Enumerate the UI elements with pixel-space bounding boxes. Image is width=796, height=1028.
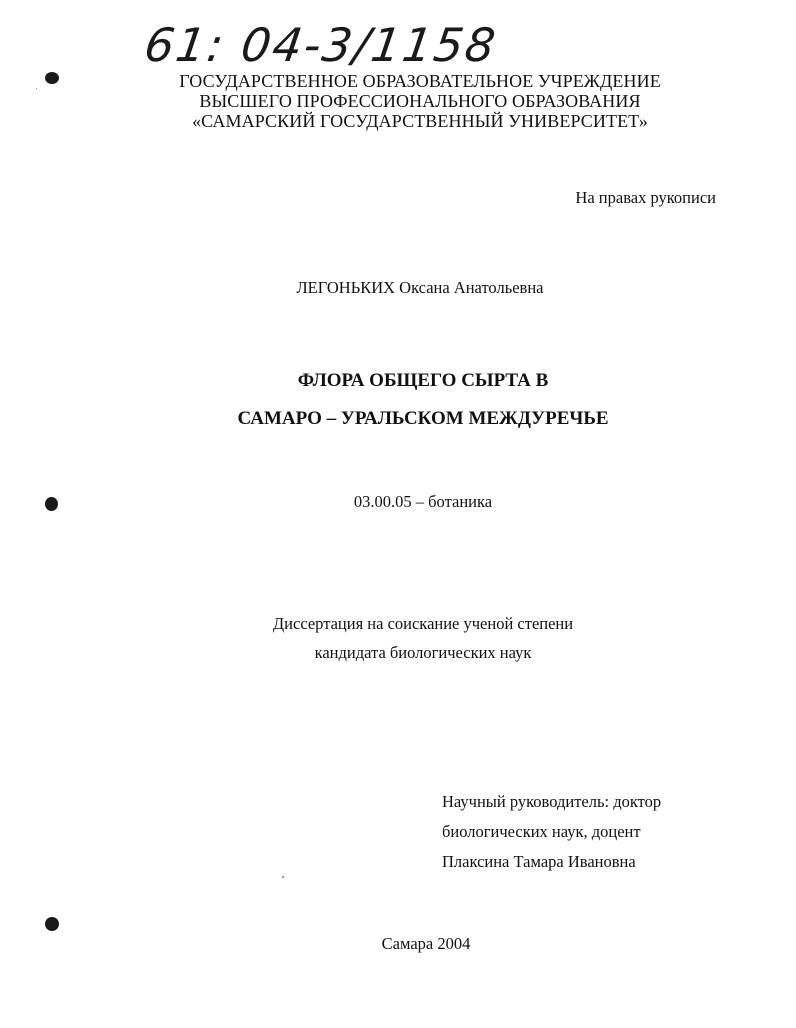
dissertation-title (0, 362, 796, 438)
handwritten-catalog-number: 61: 04-3/1158 (141, 18, 501, 72)
institution-line: ВЫСШЕГО ПРОФЕССИОНАЛЬНОГО ОБРАЗОВАНИЯ (199, 91, 641, 111)
institution-line: «САМАРСКИЙ ГОСУДАРСТВЕННЫЙ УНИВЕРСИТЕТ» (192, 111, 648, 131)
title-line: ФЛОРА ОБЩЕГО СЫРТА В (297, 370, 549, 391)
institution-line: ГОСУДАРСТВЕННОЕ ОБРАЗОВАТЕЛЬНОЕ УЧРЕЖДЕНИЕ (179, 71, 661, 91)
author-name: ЛЕГОНЬКИХ Оксана Анатольевна (296, 278, 544, 297)
degree-statement (0, 609, 796, 667)
title-line: САМАРО – УРАЛЬСКОМ МЕЖДУРЕЧЬЕ (237, 408, 609, 429)
punch-hole-mark (45, 72, 59, 84)
supervisor-line: Научный руководитель: доктор (442, 792, 662, 811)
scan-speck (282, 876, 284, 878)
degree-line: Диссертация на соискание ученой степени (272, 614, 574, 633)
scan-speck (36, 88, 37, 89)
manuscript-rights-note: На правах рукописи (575, 188, 716, 207)
supervisor-name: Плаксина Тамара Ивановна (442, 852, 636, 871)
punch-hole-mark (45, 917, 59, 931)
place-and-year: Самара 2004 (381, 934, 471, 953)
degree-line: кандидата биологических наук (314, 643, 532, 662)
specialty-code: 03.00.05 – ботаника (353, 492, 493, 511)
supervisor-line: биологических наук, доцент (442, 822, 641, 841)
institution-header (150, 71, 690, 131)
supervisor-block (442, 787, 661, 877)
